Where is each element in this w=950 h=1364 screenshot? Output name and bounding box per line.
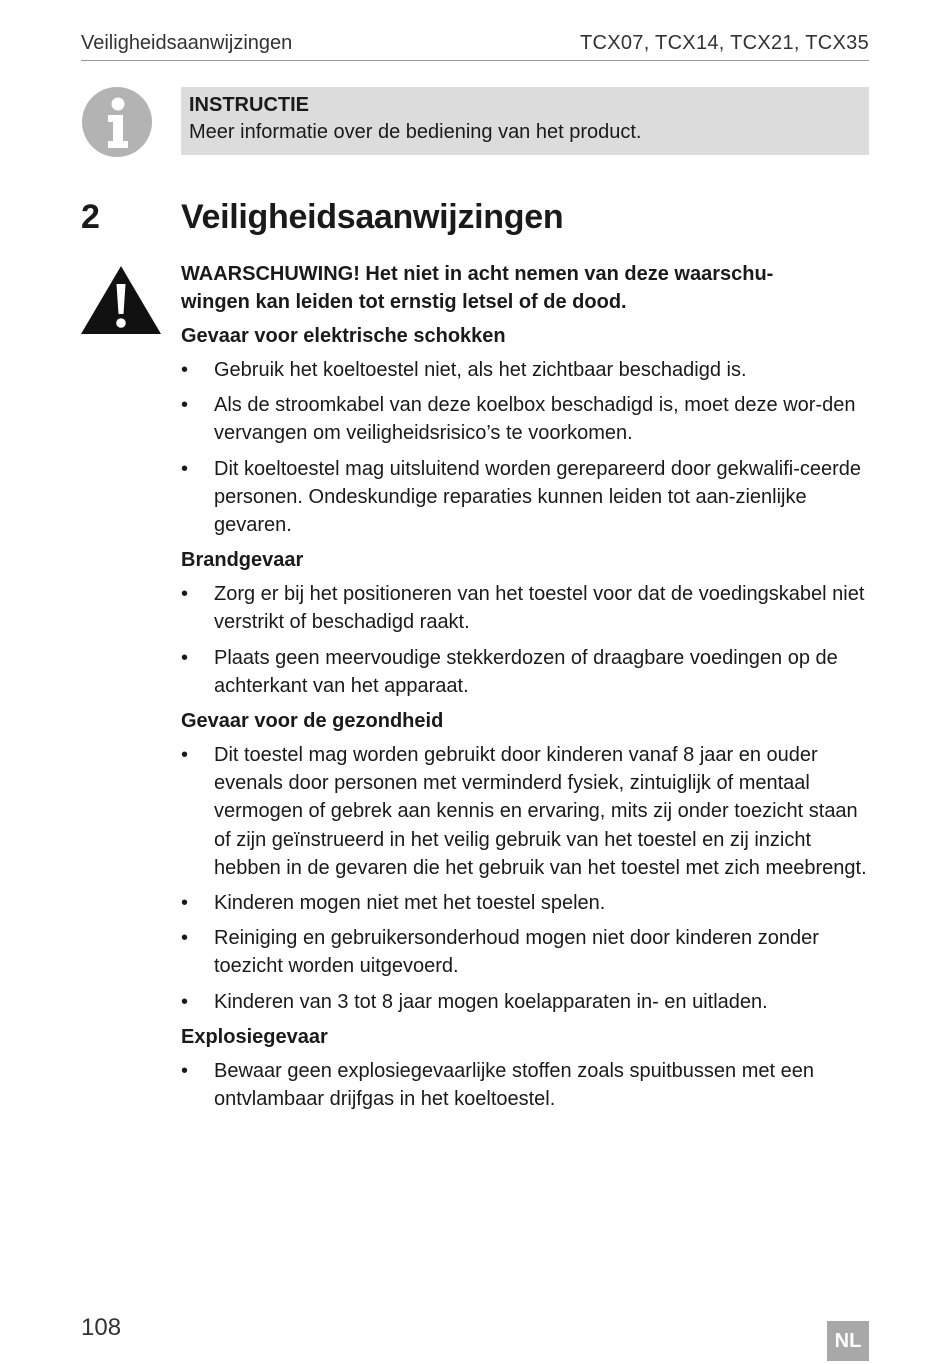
hazard-heading: Gevaar voor elektrische schokken [181, 325, 506, 347]
hazard-heading: Brandgevaar [181, 549, 304, 572]
warning-text: WAARSCHUWING! Het niet in acht nemen van deze waarschu- wingen kan leiden tot ernstig letsel of de dood. [181, 263, 774, 313]
page-header [81, 30, 869, 61]
list-item: • Dit koeltoestel mag uitsluitend worden gerepareerd door gekwalifi-ceerde personen. Ondeskundige reparaties kunnen leiden tot aan-zienlijke gevaren. [181, 455, 871, 540]
warning-triangle-icon [80, 264, 162, 336]
list-item: • Kinderen mogen niet met het toestel spelen. [181, 889, 871, 917]
hazard-heading: Gevaar voor de gezondheid [181, 710, 444, 733]
section-number: 2 [81, 198, 100, 236]
note-text: Meer informatie over de bediening van het product. [189, 121, 642, 143]
header-model-list: TCX07, TCX14, TCX21, TCX35 [579, 32, 869, 54]
hazard-list [181, 580, 871, 700]
instruction-note [181, 87, 869, 155]
section-title: Veiligheidsaanwijzingen [181, 198, 564, 236]
list-item: • Als de stroomkabel van deze koelbox beschadigd is, moet deze wor-den vervangen om veiligheidsrisico’s te voorkomen. [181, 391, 871, 447]
list-item: • Zorg er bij het positioneren van het toestel voor dat de voedingskabel niet verstrikt of beschadigd raakt. [181, 580, 871, 636]
note-title: INSTRUCTIE [189, 94, 309, 116]
hazard-groups [181, 322, 871, 1113]
list-item: • Gebruik het koeltoestel niet, als het zichtbaar beschadigd is. [181, 356, 871, 384]
hazard-heading: Explosiegevaar [181, 1025, 328, 1048]
page-number: 108 [81, 1314, 122, 1341]
header-section-title: Veiligheidsaanwijzingen [81, 32, 293, 54]
list-item: • Reiniging en gebruikersonderhoud mogen niet door kinderen zonder toezicht worden uitgevoerd. [181, 924, 871, 980]
safety-content [181, 260, 871, 1120]
hazard-list [181, 356, 871, 539]
info-icon [81, 86, 153, 158]
hazard-list [181, 1057, 871, 1113]
hazard-list [181, 741, 871, 1016]
list-item: • Dit toestel mag worden gebruikt door kinderen vanaf 8 jaar en ouder evenals door personen met verminderd fysiek, zintuiglijk of mentaal vermogen of gebrek aan kennis en ervaring, mits zij onder toezicht staan of zijn geïnstrueerd in het veilig gebruik van het toestel en zij inzicht hebben in de gevaren die het gebruik van het toestel met zich meebrengt. [181, 741, 871, 882]
language-badge: NL [827, 1321, 869, 1361]
list-item: • Bewaar geen explosiegevaarlijke stoffen zoals spuitbussen met een ontvlambaar drijfgas in het koeltoestel. [181, 1057, 871, 1113]
list-item: • Kinderen van 3 tot 8 jaar mogen koelapparaten in- en uitladen. [181, 988, 871, 1016]
list-item: • Plaats geen meervoudige stekkerdozen of draagbare voedingen op de achterkant van het apparaat. [181, 644, 871, 700]
